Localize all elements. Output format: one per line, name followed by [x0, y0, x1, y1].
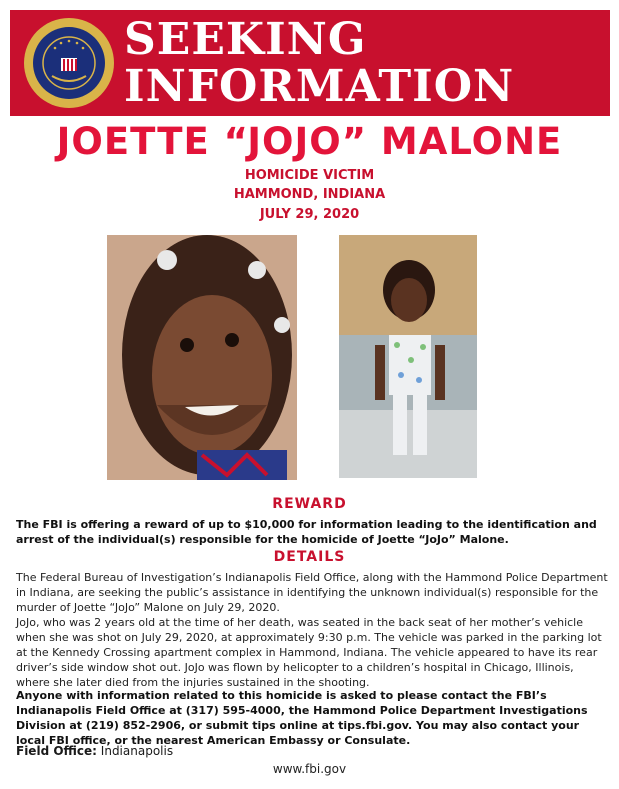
subject-status: HOMICIDE VICTIM	[244, 168, 375, 183]
victim-photo-1	[107, 235, 297, 480]
reward-text: The FBI is offering a reward of up to $10,000 for information leading to the identification and arrest of the individual(s) responsible for the homicide of Joette “JoJo” Malone.	[16, 518, 597, 546]
reward-heading: REWARD	[272, 496, 347, 512]
subject-date: JULY 29, 2020	[259, 207, 360, 222]
subject-location: HAMMOND, INDIANA	[233, 187, 386, 202]
header-banner	[10, 10, 610, 116]
field-office-value: Indianapolis	[100, 744, 174, 758]
details-paragraph-1: The Federal Bureau of Investigation’s Indianapolis Field Office, along with the Hammond Police Department in Indiana, are seeking the public’s assistance in identifying the unknown individual(s) responsible for the murder of Joette “JoJo” Malone on July 29, 2020.	[16, 571, 608, 614]
field-office	[16, 744, 173, 758]
details-paragraph-3: Anyone with information related to this homicide is asked to please contact the FBI’s Indianapolis Field Office at (317) 595-4000, the Hammond Police Department Investigations Division at (219) 852-2906, or submit tips online at tips.fbi.gov. You may also contact your local FBI office, or the nearest American Embassy or Consulate.	[16, 689, 588, 747]
details-paragraph-2: JoJo, who was 2 years old at the time of her death, was seated in the back seat of her mother’s vehicle when she was shot on July 29, 2020, at approximately 9:30 p.m. The vehicle was parked in the parking lot at the Kennedy Crossing apartment complex in Hammond, Indiana. The vehicle appeared to have its rear driver’s side window shot out. JoJo was flown by helicopter to a children’s hospital in Chicago, Illinois, where she later died from the injuries sustained in the shooting.	[16, 616, 602, 689]
banner-line-2: INFORMATION	[124, 61, 515, 112]
details-heading: DETAILS	[273, 549, 346, 565]
fbi-seal-icon	[24, 18, 114, 108]
banner-title	[124, 16, 514, 110]
footer-url: www.fbi.gov	[272, 762, 347, 776]
banner-line-1: SEEKING	[124, 14, 367, 65]
field-office-label: Field Office:	[16, 744, 97, 758]
subject-name: JOETTE “JOJO” MALONE	[56, 120, 563, 163]
victim-photo-2	[339, 235, 477, 478]
